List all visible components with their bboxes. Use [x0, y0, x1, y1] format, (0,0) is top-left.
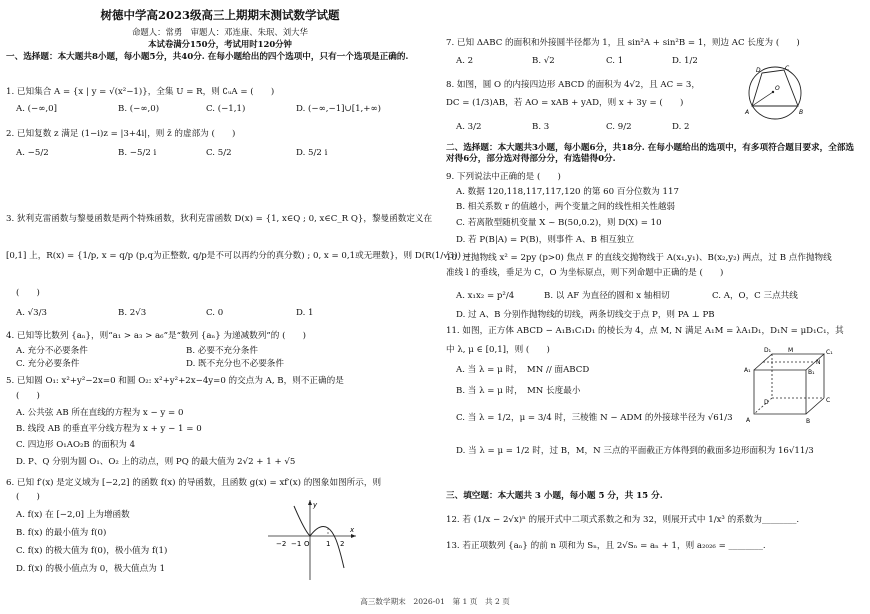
q6-paren: ( ) — [16, 492, 40, 502]
q8-line2: DC = (1/3)AB，若 AO = xAB + yAD，则 x + 3y = ( ) — [446, 98, 684, 108]
q8-option-a: A. 3/2 — [456, 122, 482, 132]
q11-cube-hidden-left — [754, 398, 772, 414]
q6-label-neg1: −1 — [291, 540, 302, 548]
q11-label-m: M — [788, 347, 794, 354]
q11-option-a: A. 当 λ = μ 时， MN // 面ABCD — [456, 365, 590, 375]
q6-stem: 6. 已知 f′(x) 是定义域为 [−2,2] 的函数 f(x) 的导函数，且函数 g(x) = xf′(x) 的图象如图所示，则 — [6, 478, 382, 488]
q12-stem: 12. 若 (1/x − 2√x)ⁿ 的展开式中二项式系数之和为 32，则展开式中 1/x³ 的系数为________. — [446, 515, 800, 525]
q11-label-d: D — [764, 399, 769, 406]
q8-label-d: D — [756, 67, 761, 74]
q11-option-d: D. 当 λ = μ = 1/2 时，过 B，M，N 三点的平面截正方体得到的截面多边形面积为 16√11/3 — [456, 446, 814, 456]
exam-info: 本试卷满分150分，考试用时120分钟 — [148, 39, 292, 49]
q9-stem: 9. 下列说法中正确的是 ( ) — [446, 172, 561, 182]
q8-circle-figure — [740, 62, 810, 124]
q3-option-a: A. √3/3 — [16, 308, 47, 318]
q6-x-arrow — [351, 534, 356, 538]
q10-option-c: C. A，O，C 三点共线 — [712, 291, 798, 301]
q4-option-b: B. 必要不充分条件 — [186, 346, 258, 356]
q11-label-c: C — [826, 397, 831, 404]
q3-line1: 3. 狄利克雷函数与黎曼函数是两个特殊函数，狄利克雷函数 D(x) = {1, x∈Q ; 0, x∈C_R Q}，黎曼函数定义在 — [6, 214, 433, 224]
q3-option-c: C. 0 — [206, 308, 224, 318]
q2-option-a: A. −5/2 — [16, 148, 49, 158]
q3-paren: ( ) — [16, 288, 40, 298]
q5-stem: 5. 已知圆 O₁: x²+y²−2x=0 和圆 O₂: x²+y²+2x−4y=0 的交点为 A, B，则不正确的是 — [6, 376, 344, 386]
q11-label-a: A — [746, 417, 751, 424]
q11-label-b: B — [806, 418, 811, 425]
q5-option-a: A. 公共弦 AB 所在直线的方程为 x − y = 0 — [16, 408, 184, 418]
q6-option-c: C. f(x) 的极大值为 f(0)，极小值为 f(1) — [16, 546, 168, 556]
q2-option-d: D. 5/2 i — [296, 148, 328, 158]
q5-paren: ( ) — [16, 391, 40, 401]
q4-option-c: C. 充分必要条件 — [16, 359, 80, 369]
q7-option-c: C. 1 — [606, 56, 624, 66]
q11-line1: 11. 如图，正方体 ABCD − A₁B₁C₁D₁ 的棱长为 4，点 M, N 满足 A₁M = λA₁D₁，D₁N = μD₁C₁，其 — [446, 326, 844, 336]
section3-heading: 三、填空题：本大题共 3 小题，每小题 5 分，共 15 分. — [446, 491, 663, 501]
q11-label-a1: A₁ — [744, 367, 751, 374]
q8-line1: 8. 如图，圆 O 的内接四边形 ABCD 的面积为 4√2，且 AC = 3， — [446, 80, 700, 90]
q6-label-neg2: −2 — [276, 540, 287, 548]
q11-line2: 中 λ, μ ∈ [0,1]，则 ( ) — [446, 345, 550, 355]
q6-option-d: D. f(x) 的极小值点为 0，极大值点为 1 — [16, 564, 166, 574]
q6-y-arrow — [308, 500, 312, 505]
q8-label-b: B — [799, 109, 804, 116]
q6-label-2: 2 — [340, 540, 345, 548]
q6-label-1: 1 — [326, 540, 331, 548]
q8-option-d: D. 2 — [672, 122, 690, 132]
q6-option-a: A. f(x) 在 [−2,0] 上为增函数 — [16, 510, 130, 520]
q10-line2: 准线 l 的垂线，垂足为 C，O 为坐标原点，则下列命题中正确的是 ( ) — [446, 268, 724, 278]
q1-option-b: B. (−∞,0) — [118, 104, 160, 114]
q2-stem: 2. 已知复数 z 满足 (1−i)z = |3+4i|，则 z̄ 的虚部为 ( ) — [6, 129, 236, 139]
q1-option-d: D. (−∞,−1]∪[1,+∞) — [296, 104, 381, 114]
q10-option-d: D. 过 A、B 分别作抛物线的切线，两条切线交于点 P，则 PA ⊥ PB — [456, 310, 715, 320]
q11-option-c: C. 当 λ = 1/2，μ = 3/4 时，三棱锥 N − ADM 的外接球半径为 √61/3 — [456, 413, 733, 423]
q7-option-d: D. 1/2 — [672, 56, 698, 66]
q1-stem: 1. 已知集合 A = {x | y = √(x²−1)}，全集 U = R，则 ∁ᵤA = ( ) — [6, 87, 275, 97]
q8-label-a: A — [745, 109, 750, 116]
q2-option-c: C. 5/2 — [206, 148, 232, 158]
q10-line1: 10. 过抛物线 x² = 2py (p>0) 焦点 F 的直线交抛物线于 A(x₁,y₁)、B(x₂,y₂) 两点，过 B 点作抛物线 — [446, 253, 832, 263]
q4-option-d: D. 既不充分也不必要条件 — [186, 359, 284, 369]
section2-heading: 二、选择题：本大题共3小题，每小题6分，共18分. 在每小题给出的选项中，有多项符合题目要求，全部选对得6分，部分选对得部分分，有选错得0分. — [446, 143, 855, 164]
q11-option-b: B. 当 λ = μ 时， MN 长度最小 — [456, 386, 581, 396]
q11-label-d1: D₁ — [764, 347, 772, 354]
q8-option-c: C. 9/2 — [606, 122, 632, 132]
authors-line: 命题人：常勇 审题人：邓连康、朱珉、刘大华 — [132, 27, 308, 37]
q9-option-a: A. 数据 120,118,117,117,120 的第 60 百分位数为 117 — [456, 187, 679, 197]
q3-line2: [0,1] 上，R(x) = {1/p, x = q/p (p,q为正整数, q/p是不可以再约分的真分数) ; 0, x = 0,1或无理数}，则 D(R(1/√3)) = — [6, 251, 471, 261]
q7-option-b: B. √2 — [532, 56, 555, 66]
q6-option-b: B. f(x) 的最小值为 f(0) — [16, 528, 107, 538]
q6-curve — [294, 506, 344, 568]
q1-option-a: A. (−∞,0] — [16, 104, 57, 114]
q11-label-b1: B₁ — [808, 369, 815, 376]
page-title: 树德中学高2023级高三上期期末测试数学试题 — [100, 8, 340, 22]
q4-stem: 4. 已知等比数列 {aₙ}，则“a₁ > a₃ > a₆”是“数列 {aₙ} 为递减数列”的 ( ) — [6, 331, 307, 341]
q7-option-a: A. 2 — [456, 56, 474, 66]
q1-option-c: C. (−1,1) — [206, 104, 246, 114]
q2-option-b: B. −5/2 i — [118, 148, 157, 158]
q4-option-a: A. 充分不必要条件 — [16, 346, 88, 356]
q10-option-a: A. x₁x₂ = p²/4 — [456, 291, 515, 301]
q6-label-x: x — [350, 526, 355, 534]
q9-option-d: D. 若 P(B|A) = P(B)，则事件 A、B 相互独立 — [456, 235, 635, 245]
q7-stem: 7. 已知 ΔABC 的面积和外接圆半径都为 1，且 sin²A + sin²B = 1，则边 AC 长度为 ( ) — [446, 38, 800, 48]
q8-label-c: C — [785, 65, 790, 72]
q6-label-y: y — [313, 501, 318, 509]
q3-option-d: D. 1 — [296, 308, 314, 318]
q5-option-b: B. 线段 AB 的垂直平分线方程为 x + y − 1 = 0 — [16, 424, 202, 434]
q11-label-n: N — [816, 359, 821, 366]
q8-label-o: O — [775, 85, 780, 92]
q11-label-c1: C₁ — [826, 349, 833, 356]
q13-stem: 13. 若正项数列 {aₙ} 的前 n 项和为 Sₙ，且 2√Sₙ = aₙ + 1，则 a₂₀₂₆ = ________. — [446, 541, 766, 551]
page-footer: 高三数学期末 2026-01 第 1 页 共 2 页 — [360, 597, 510, 606]
q10-option-b: B. 以 AF 为直径的圆和 x 轴相切 — [544, 291, 670, 301]
q8-center-point — [772, 91, 774, 93]
q11-cube-bottom-right-edge — [806, 398, 824, 414]
q5-option-c: C. 四边形 O₁AO₂B 的面积为 4 — [16, 440, 136, 450]
q3-option-b: B. 2√3 — [118, 308, 147, 318]
q9-option-b: B. 相关系数 r 的值越小，两个变量之间的线性相关性越弱 — [456, 202, 676, 212]
q11-cube-figure — [744, 346, 840, 426]
q6-graph-figure — [264, 498, 360, 582]
q8-option-b: B. 3 — [532, 122, 550, 132]
q6-label-origin: O — [304, 540, 310, 548]
section1-heading: 一、选择题：本大题共8小题，每小题5分，共40分. 在每小题给出的四个选项中，只有一个选项是正确的. — [6, 52, 409, 62]
q5-option-d: D. P、Q 分别为圆 O₁、O₂ 上的动点，则 PQ 的最大值为 2√2 + 1 + √5 — [16, 457, 296, 467]
q9-option-c: C. 若离散型随机变量 X ~ B(50,0.2)，则 D(X) = 10 — [456, 218, 662, 228]
